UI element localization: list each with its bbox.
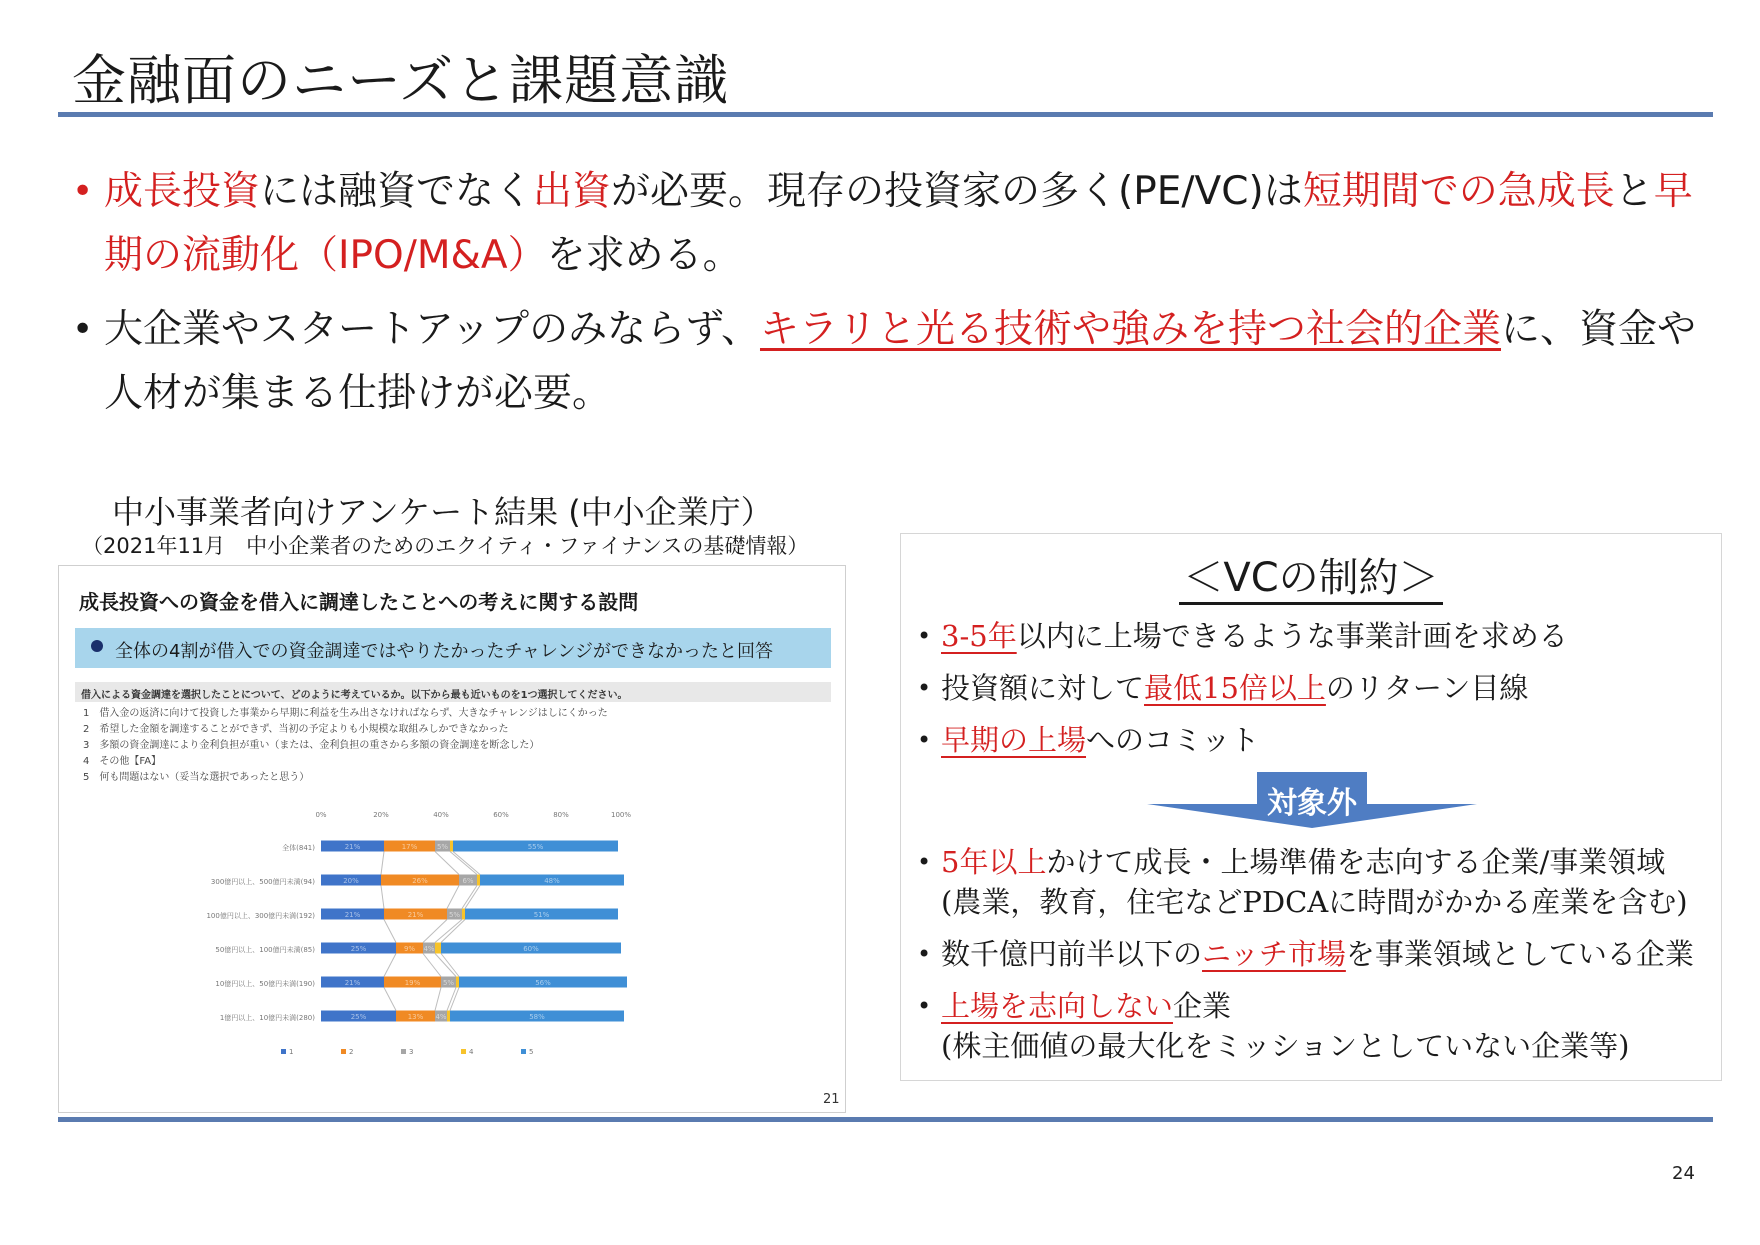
vc-constraint-text [941,723,1259,757]
vc-constraint-text [941,619,1568,653]
text-segment: が必要。現存の投資家の多く(PE/VC)は [611,169,1303,214]
data-label: 4% [435,1013,447,1021]
key-point-2-text [104,307,1696,416]
highlighted-text: 早期の上場 [941,723,1087,757]
vc-constraint-item [917,720,1707,760]
text-segment: 数千億円前半以下の [941,937,1203,971]
highlighted-text: 最低15倍以上 [1144,671,1326,705]
category-label: 100億円以上、300億円未満(192) [206,912,315,920]
highlighted-text: 成長投資 [104,169,261,214]
bar-segment [450,841,453,852]
survey-title: 中小事業者向けアンケート結果 (中小企業庁） [112,493,773,531]
vc-excluded-item [917,986,1707,1066]
figure-page-number: 21 [823,1092,840,1107]
excluded-arrow-label: 対象外 [1267,786,1357,821]
data-label: 20% [343,877,359,885]
data-label: 60% [523,945,539,953]
series-connector [381,886,384,909]
highlighted-text: 早期の流動化（IPO/M&A） [104,169,1693,278]
key-points [72,160,1712,436]
data-label: 6% [462,877,474,885]
survey-options [83,706,823,786]
data-label: 5% [436,843,449,851]
series-connector [435,852,459,875]
highlighted-text: 出資 [533,169,612,214]
survey-figure-heading: 成長投資への資金を借入に調達したことへの考えに関する設問 [79,590,639,614]
text-segment: には融資でなく [260,169,534,214]
vc-excluded-text [941,989,1231,1023]
data-label: 17% [401,843,418,851]
vc-constraints-box [900,533,1722,1081]
text-segment: と [1614,169,1654,214]
highlighted-text: 短期間での急成長 [1302,169,1615,214]
data-label: 25% [350,1013,367,1021]
legend-swatch [461,1049,466,1054]
x-tick-label: 80% [553,811,569,819]
band-bullet-icon [91,640,103,652]
data-label: 58% [529,1013,545,1021]
category-label: 300億円以上、500億円未満(94) [210,878,315,886]
survey-option: 5 何も問題はない（妥当な選択であったと思う） [83,772,310,783]
footer-divider [58,1117,1713,1122]
vc-constraint-item [917,616,1707,656]
highlighted-text: キラリと光る技術や強みを持つ社会的企業 [759,307,1501,352]
series-connector [453,852,480,875]
data-label: 21% [344,911,361,919]
data-label: 51% [533,911,550,919]
series-connector [441,954,459,977]
stacked-bar-chart [59,801,847,1101]
data-label: 21% [407,911,424,919]
survey-summary-text: 全体の4割が借入での資金調達ではやりたかったチャレンジができなかったと回答 [115,641,774,662]
category-label: 10億円以上、50億円未満(190) [215,980,315,988]
key-point-2 [72,298,1712,426]
legend-label: 4 [469,1048,474,1056]
vc-excluded-note: (株主価値の最大化をミッションとしていない企業等) [941,1029,1630,1063]
data-label: 21% [344,843,361,851]
vc-constraint-list [917,616,1707,772]
series-connector [462,886,477,909]
series-connector [435,920,462,943]
data-label: 5% [442,979,455,987]
data-label: 19% [404,979,421,987]
highlighted-text: 5年以上 [941,845,1047,879]
legend-swatch [401,1049,406,1054]
bullet-dot: • [917,848,932,876]
vc-excluded-note: (農業，教育，住宅などPDCAに時間がかかる産業を含む) [941,885,1688,919]
vc-excluded-item [917,842,1707,922]
series-connector [381,852,384,875]
vc-constraints-title-text: ＜VCの制約＞ [1179,554,1442,605]
data-label: 56% [535,979,551,987]
bullet-dot: • [917,992,932,1020]
data-label: 25% [350,945,367,953]
legend-swatch [281,1049,286,1054]
category-label: 1億円以上、10億円未満(280) [219,1014,315,1022]
legend-label: 1 [289,1048,294,1056]
excluded-arrow [1147,772,1477,828]
text-segment: 企業 [1173,989,1232,1023]
data-label: 48% [544,877,560,885]
series-connector [441,920,465,943]
bar-segment [477,875,480,886]
legend-label: 3 [409,1048,414,1056]
series-connector [384,920,396,943]
series-connector [450,852,477,875]
data-label: 9% [403,945,416,953]
survey-option: 1 借入金の返済に向けて投資した事業から早期に利益を生み出さなければならず、大きなチャレンジはしにくかった [83,708,608,719]
title-divider [58,112,1713,117]
data-label: 5% [448,911,461,919]
legend-swatch [521,1049,526,1054]
text-segment: を事業領域としている企業 [1345,937,1694,971]
vc-constraints-title [901,554,1721,605]
text-segment: 以内に上場できるような事業計画を求める [1016,619,1568,653]
survey-option: 3 多額の資金調達により金利負担が重い（または、金利負担の重さから多額の資金調達を断念した） [83,740,540,751]
survey-option: 2 希望した金額を調達することができず、当初の予定よりも小規模な取組みしかできなかった [83,724,509,735]
x-tick-label: 20% [373,811,389,819]
text-segment: 大企業やスタートアップのみならず、 [104,307,760,352]
bullet-dot: • [917,726,932,754]
x-tick-label: 40% [433,811,449,819]
x-tick-label: 100% [610,811,632,819]
category-label: 50億円以上、100億円未満(85) [215,946,315,954]
text-segment: 投資額に対して [941,671,1145,705]
highlighted-text: 3-5年 [941,619,1017,653]
category-label: 全体(841) [282,844,315,852]
bullet-dot: • [917,622,932,650]
series-connector [384,954,396,977]
data-label: 26% [412,877,428,885]
x-tick-label: 0% [315,811,327,819]
bullet-dot: • [72,171,94,212]
text-segment: に、資金や人材が集まる仕掛けが必要。 [104,307,1697,416]
x-tick-label: 60% [493,811,509,819]
series-connector [384,988,396,1011]
vc-constraint-text [941,671,1528,705]
highlighted-text: ニッチ市場 [1202,937,1346,971]
key-point-1-text [104,169,1693,278]
series-connector [423,920,447,943]
vc-excluded-item [917,934,1707,974]
text-segment: かけて成長・上場準備を志向する企業/事業領域 [1046,845,1666,879]
survey-summary-band [75,628,831,668]
series-connector [465,886,480,909]
page-number: 24 [1672,1163,1695,1184]
legend-swatch [341,1049,346,1054]
key-point-1 [72,160,1712,288]
legend-label: 2 [349,1048,354,1056]
survey-question: 借入による資金調達を選択したことについて、どのように考えているか。以下から最も近いものを1つ選択してください。 [75,682,831,702]
data-label: 55% [527,843,544,851]
vc-excluded-list [917,842,1707,1078]
bullet-dot: • [917,940,932,968]
vc-excluded-text [941,845,1665,879]
bullet-dot: • [917,674,932,702]
slide-title: 金融面のニーズと課題意識 [72,49,730,112]
data-label: 13% [407,1013,424,1021]
legend-label: 5 [529,1048,534,1056]
data-label: 4% [423,945,435,953]
vc-excluded-text [941,937,1694,971]
survey-subtitle: （2021年11月 中小企業者のためのエクイティ・ファイナンスの基礎情報） [82,534,809,558]
text-segment: へのコミット [1086,723,1260,757]
bar-segment [456,977,459,988]
survey-figure [58,565,846,1113]
data-label: 21% [344,979,361,987]
survey-option: 4 その他【FA】 [83,756,162,767]
bar-segment [462,909,465,920]
bar-segment [435,943,441,954]
bar-segment [447,1011,450,1022]
highlighted-text: 上場を志向しない [941,989,1174,1023]
series-connector [447,886,459,909]
text-segment: を求める。 [546,233,742,278]
text-segment: のリターン目線 [1325,671,1529,705]
vc-constraint-item [917,668,1707,708]
bullet-dot: • [72,309,94,350]
series-connector [435,988,441,1011]
